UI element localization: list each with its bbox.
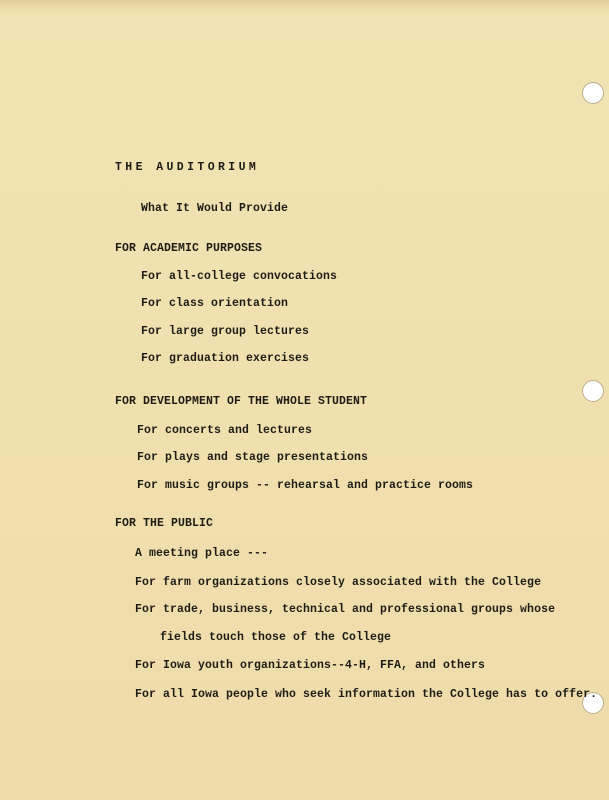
list-item: For all-college convocations <box>141 270 338 283</box>
punch-hole-middle <box>582 380 604 402</box>
section-heading-whole-student: FOR DEVELOPMENT OF THE WHOLE STUDENT <box>115 395 368 408</box>
list-item: For graduation exercises <box>141 352 310 365</box>
list-item: For plays and stage presentations <box>137 451 369 464</box>
section-heading-public: FOR THE PUBLIC <box>115 517 214 530</box>
list-item: A meeting place --- <box>135 547 269 560</box>
list-item: For concerts and lectures <box>137 424 313 437</box>
document-subtitle: What It Would Provide <box>141 202 289 215</box>
list-item: For large group lectures <box>141 325 310 338</box>
list-item-continuation: fields touch those of the College <box>160 631 392 644</box>
list-item: For Iowa youth organizations--4-H, FFA, and others <box>135 659 486 672</box>
list-item: For music groups -- rehearsal and practice rooms <box>137 479 474 492</box>
paper-edge-stain <box>0 0 609 14</box>
list-item: For all Iowa people who seek information the College has to offer. <box>135 688 598 701</box>
list-item: For class orientation <box>141 297 289 310</box>
document-title: THE AUDITORIUM <box>115 161 260 174</box>
list-item: For farm organizations closely associated with the College <box>135 576 542 589</box>
list-item: For trade, business, technical and professional groups whose <box>135 603 556 616</box>
punch-hole-top <box>582 82 604 104</box>
section-heading-academic: FOR ACADEMIC PURPOSES <box>115 242 263 255</box>
